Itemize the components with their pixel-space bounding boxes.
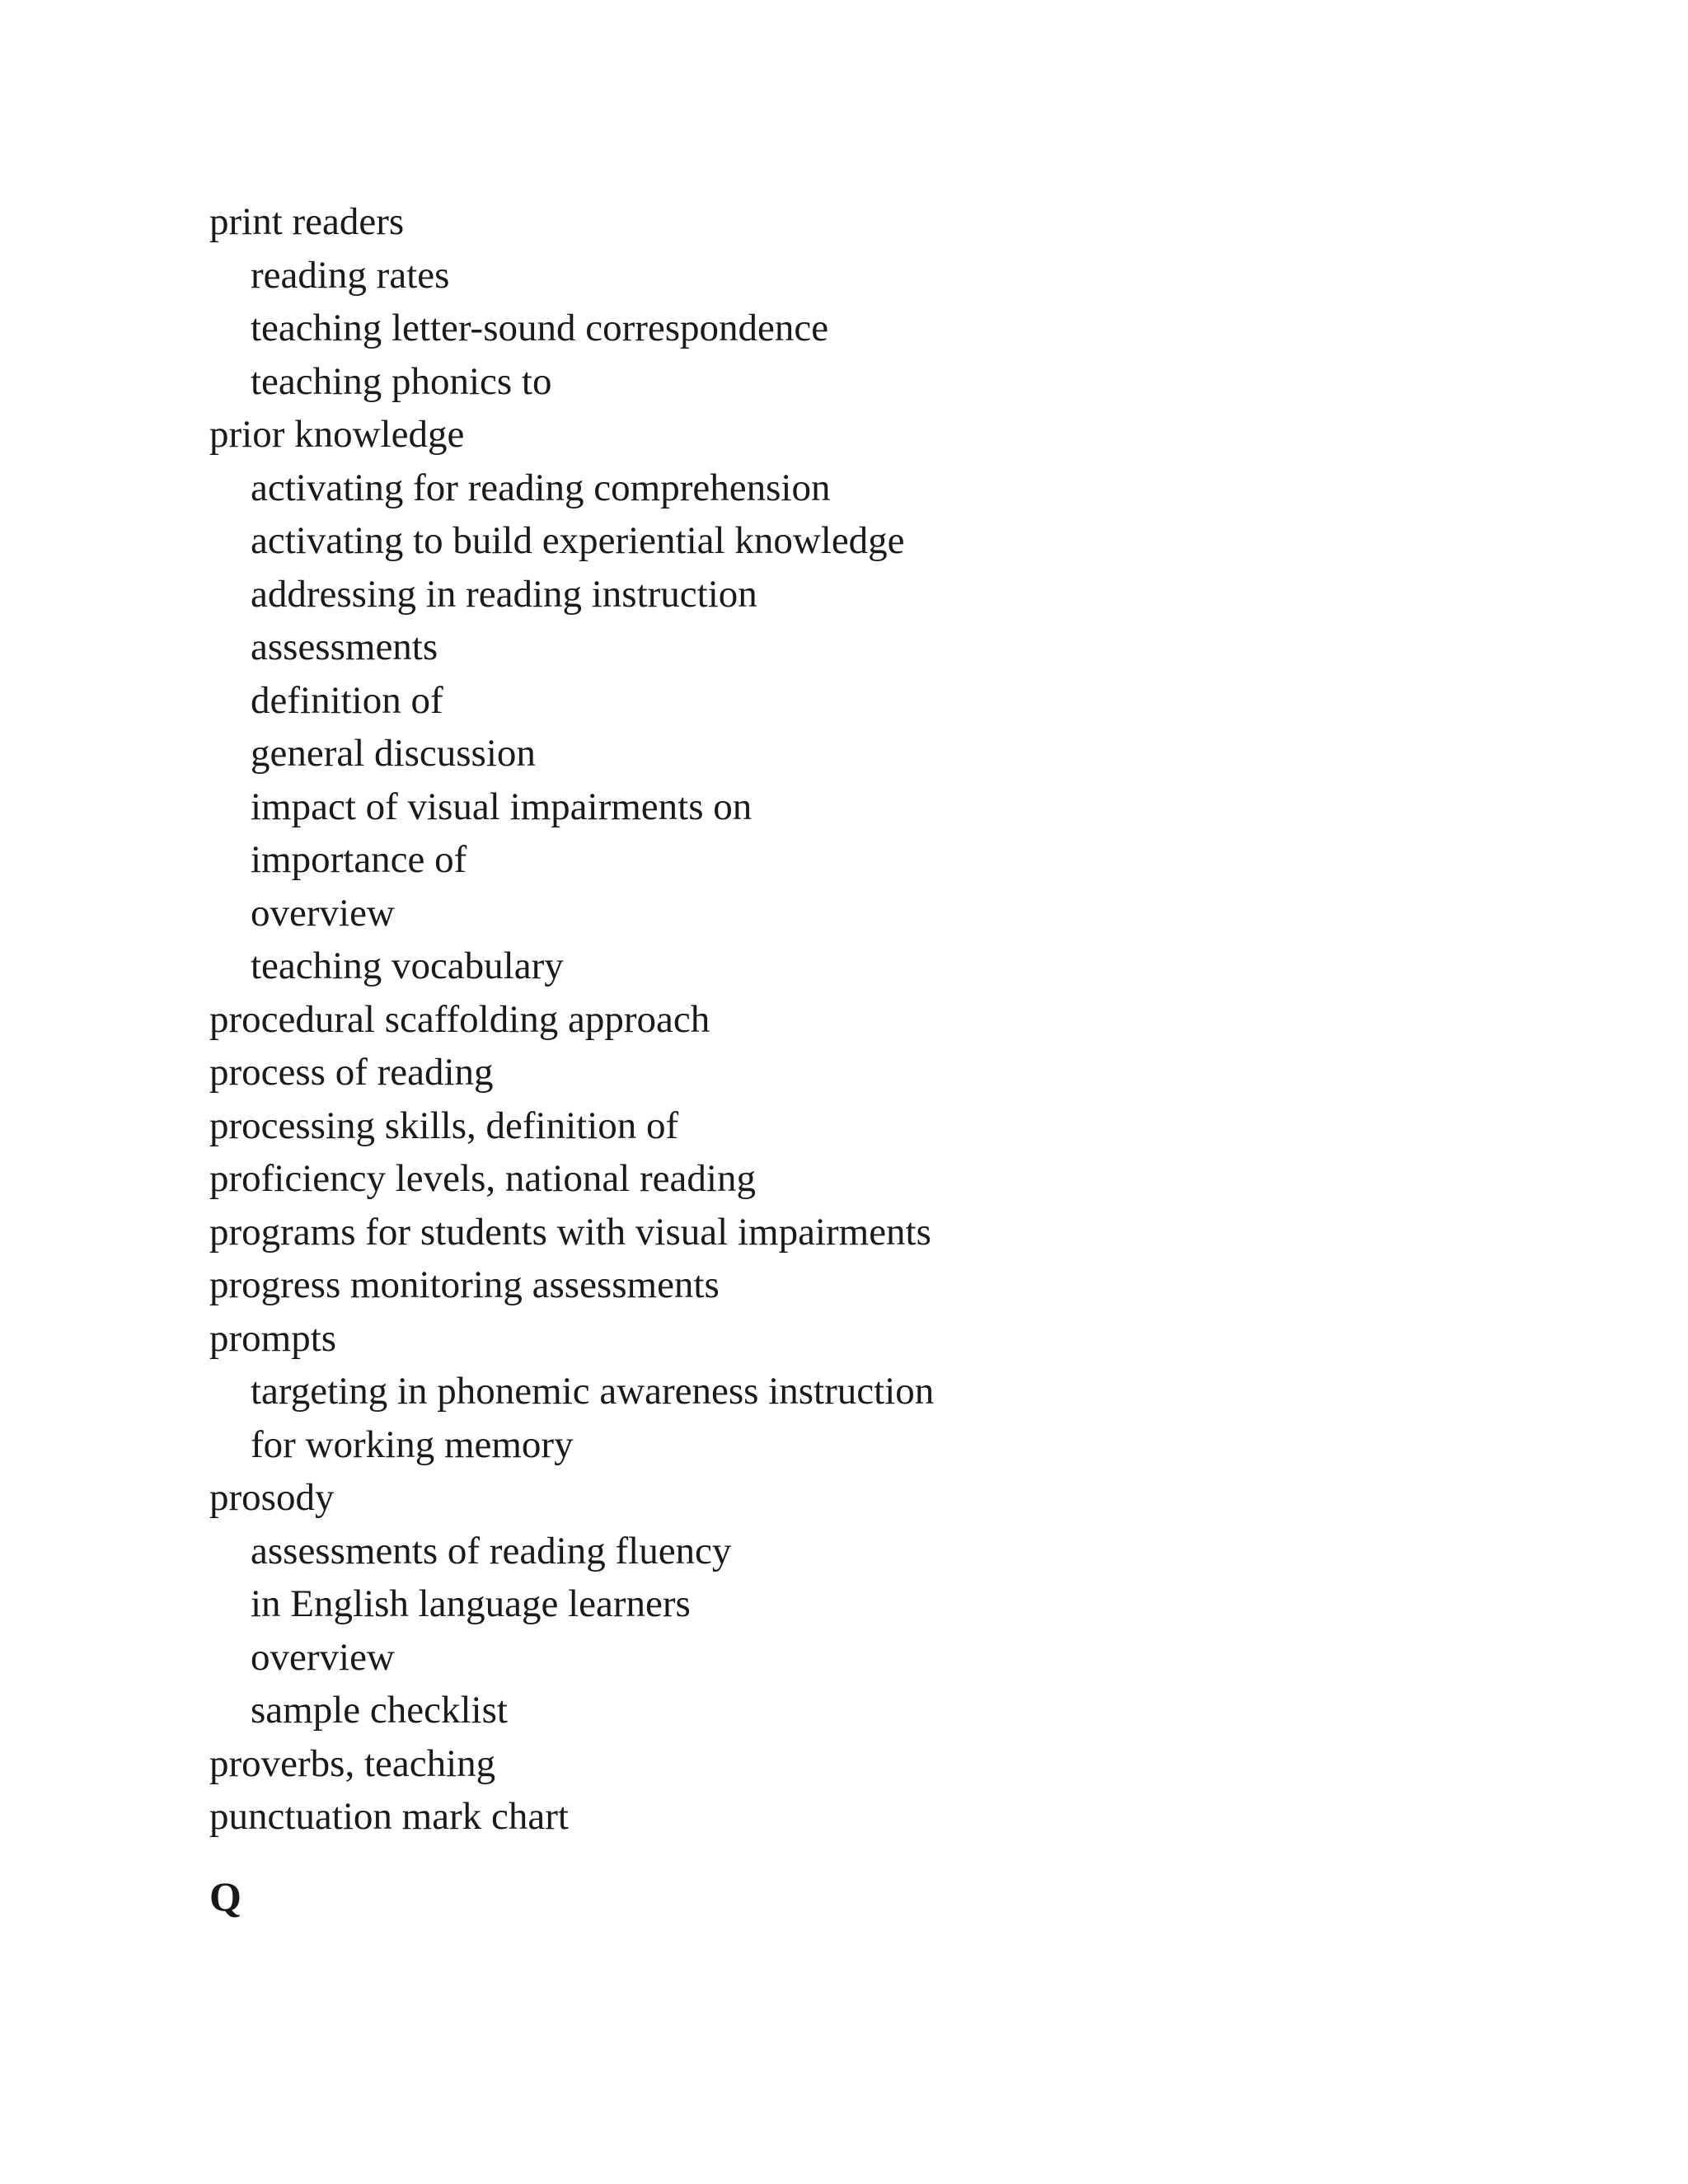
index-entry: processing skills, definition of — [209, 1104, 679, 1147]
index-subentry: addressing in reading instruction — [251, 572, 757, 616]
index-entry: process of reading — [209, 1051, 494, 1094]
index-subentry: impact of visual impairments on — [251, 785, 753, 828]
index-entry: proverbs, teaching — [209, 1741, 496, 1785]
index-entry: prompts — [209, 1316, 337, 1360]
index-subentry: for working memory — [251, 1422, 574, 1466]
index-subentry: general discussion — [251, 732, 536, 775]
index-subentry: reading rates — [251, 253, 450, 297]
index-subentry: teaching vocabulary — [251, 944, 564, 987]
index-subentry: targeting in phonemic awareness instruction — [251, 1370, 935, 1413]
index-entry: prior knowledge — [209, 413, 465, 456]
index-entry: print readers — [209, 200, 405, 243]
index-entry: progress monitoring assessments — [209, 1263, 720, 1306]
index-entry: procedural scaffolding approach — [209, 997, 710, 1041]
index-subentry: importance of — [251, 838, 467, 881]
index-subentry: sample checklist — [251, 1689, 508, 1732]
index-subentry: activating to build experiential knowledge — [251, 519, 905, 562]
index-subentry: in English language learners — [251, 1582, 691, 1625]
index-subentry: teaching letter-sound correspondence — [251, 307, 829, 349]
index-entry: prosody — [209, 1476, 335, 1519]
index-entry: punctuation mark chart — [209, 1795, 569, 1838]
section-letter-heading: Q — [209, 1872, 241, 1919]
index-entry: proficiency levels, national reading — [209, 1157, 756, 1200]
index-subentry: assessments — [251, 626, 438, 668]
index-subentry: overview — [251, 891, 395, 935]
index-subentry: teaching phonics to — [251, 359, 552, 403]
index-subentry: activating for reading comprehension — [251, 466, 831, 509]
index-subentry: overview — [251, 1635, 395, 1679]
index-entry: programs for students with visual impairments — [209, 1210, 931, 1254]
index-subentry: assessments of reading fluency — [251, 1529, 732, 1572]
index-entry-list — [209, 195, 1611, 1844]
index-subentry: definition of — [251, 678, 443, 722]
index-page — [209, 195, 1611, 1923]
